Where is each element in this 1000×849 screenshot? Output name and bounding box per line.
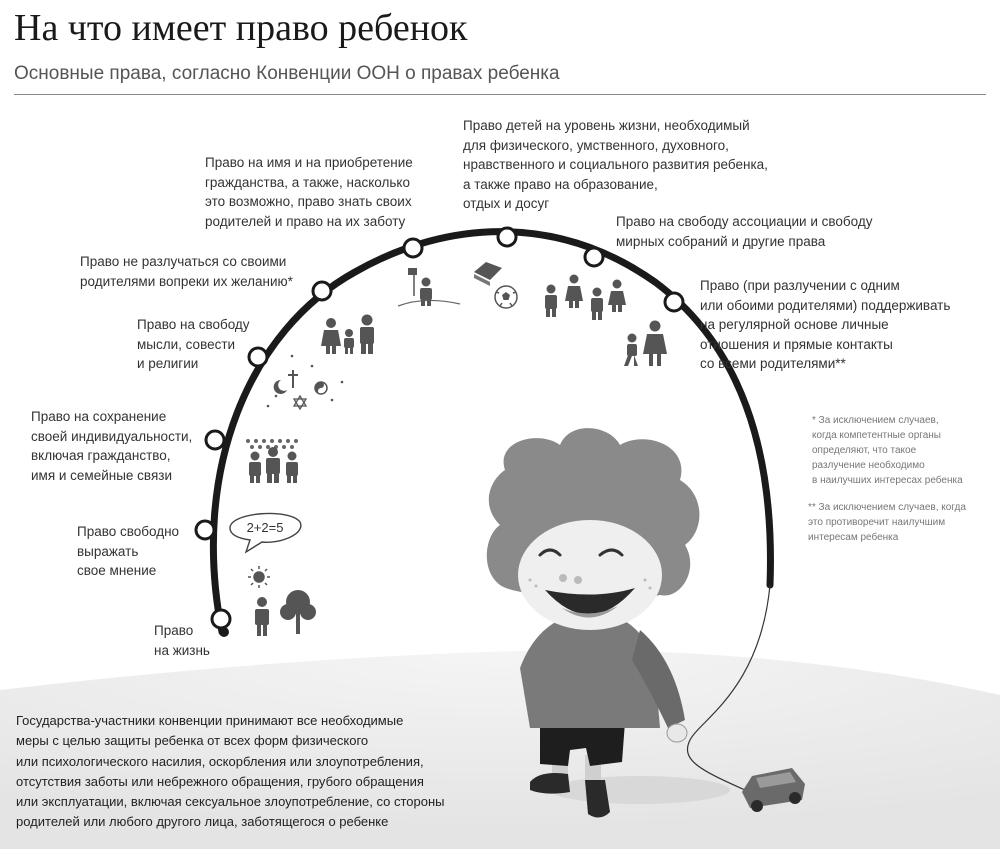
ball-icon xyxy=(495,286,517,308)
node-association xyxy=(585,248,603,266)
footer-paragraph: Государства-участники конвенции принимают все необходимые меры с целью защиты ребенка от всех форм физического или психологического насилия, оскорбления или злоупотребления, отсутствия заботы или небрежного обращения, грубого обращения или эксплуатации, включая сексуальное злоупотребление, со стороны родителей или любого другого лица, заботящегося о ребенке xyxy=(16,713,445,830)
right-label-association: Право на свободу ассоциации и свободу мирных собраний и другие права xyxy=(616,214,873,249)
crowd-icon xyxy=(246,439,298,483)
node-not-separated xyxy=(313,282,331,300)
child-shadow xyxy=(550,776,730,804)
right-label-not-separated: Право не разлучаться со своими родителями вопреки их желанию* xyxy=(80,254,293,289)
group-icon xyxy=(545,275,626,321)
node-life xyxy=(212,610,230,628)
speech-bubble-icon xyxy=(230,513,301,552)
page-title: На что имеет право ребенок xyxy=(14,7,468,49)
speech-bubble-text: 2+2=5 xyxy=(246,520,284,535)
right-label-contact: Право (при разлучении с одним или обоими родителями) поддерживать на регулярной основе личные отношения и прямые контакты со всеми родителями** xyxy=(700,278,951,371)
node-opinion xyxy=(196,521,214,539)
parent-child-icon xyxy=(624,321,667,367)
node-living-standard xyxy=(498,228,516,246)
arc-end-dot xyxy=(219,627,229,637)
right-label-life: Право на жизнь xyxy=(154,623,210,658)
node-identity xyxy=(206,431,224,449)
node-contact xyxy=(665,293,683,311)
book-icon xyxy=(474,262,502,286)
right-label-living-standard: Право детей на уровень жизни, необходимый для физического, умственного, духовного, нравственного и социального развития ребенка, а также право на образование, отдых и досуг xyxy=(463,118,768,211)
right-label-name: Право на имя и на приобретение гражданства, а также, насколько это возможно, право знать своих родителей и право на их заботу xyxy=(205,155,413,229)
person-icon xyxy=(255,597,269,636)
right-label-opinion: Право свободно выражать свое мнение xyxy=(77,524,180,578)
religion-symbols-icon xyxy=(267,355,344,409)
node-religion xyxy=(249,348,267,366)
family-icon xyxy=(321,315,374,355)
right-label-identity: Право на сохранение своей индивидуальности, включая гражданство, имя и семейные связи xyxy=(31,409,193,483)
footnote-1: * За исключением случаев, когда компетентные органы определяют, что такое разлучение необходимо в наилучших интересах ребенка xyxy=(812,415,963,486)
node-name xyxy=(404,239,422,257)
right-label-religion: Право на свободу мысли, совести и религии xyxy=(137,317,250,371)
footnote-2: ** За исключением случаев, когда это противоречит наилучшим интересам ребенка xyxy=(808,502,966,543)
page-subtitle: Основные права, согласно Конвенции ООН о правах ребенка xyxy=(14,63,560,84)
flag-globe-icon xyxy=(398,268,460,306)
tree-icon xyxy=(280,590,316,634)
sun-icon xyxy=(248,566,270,588)
